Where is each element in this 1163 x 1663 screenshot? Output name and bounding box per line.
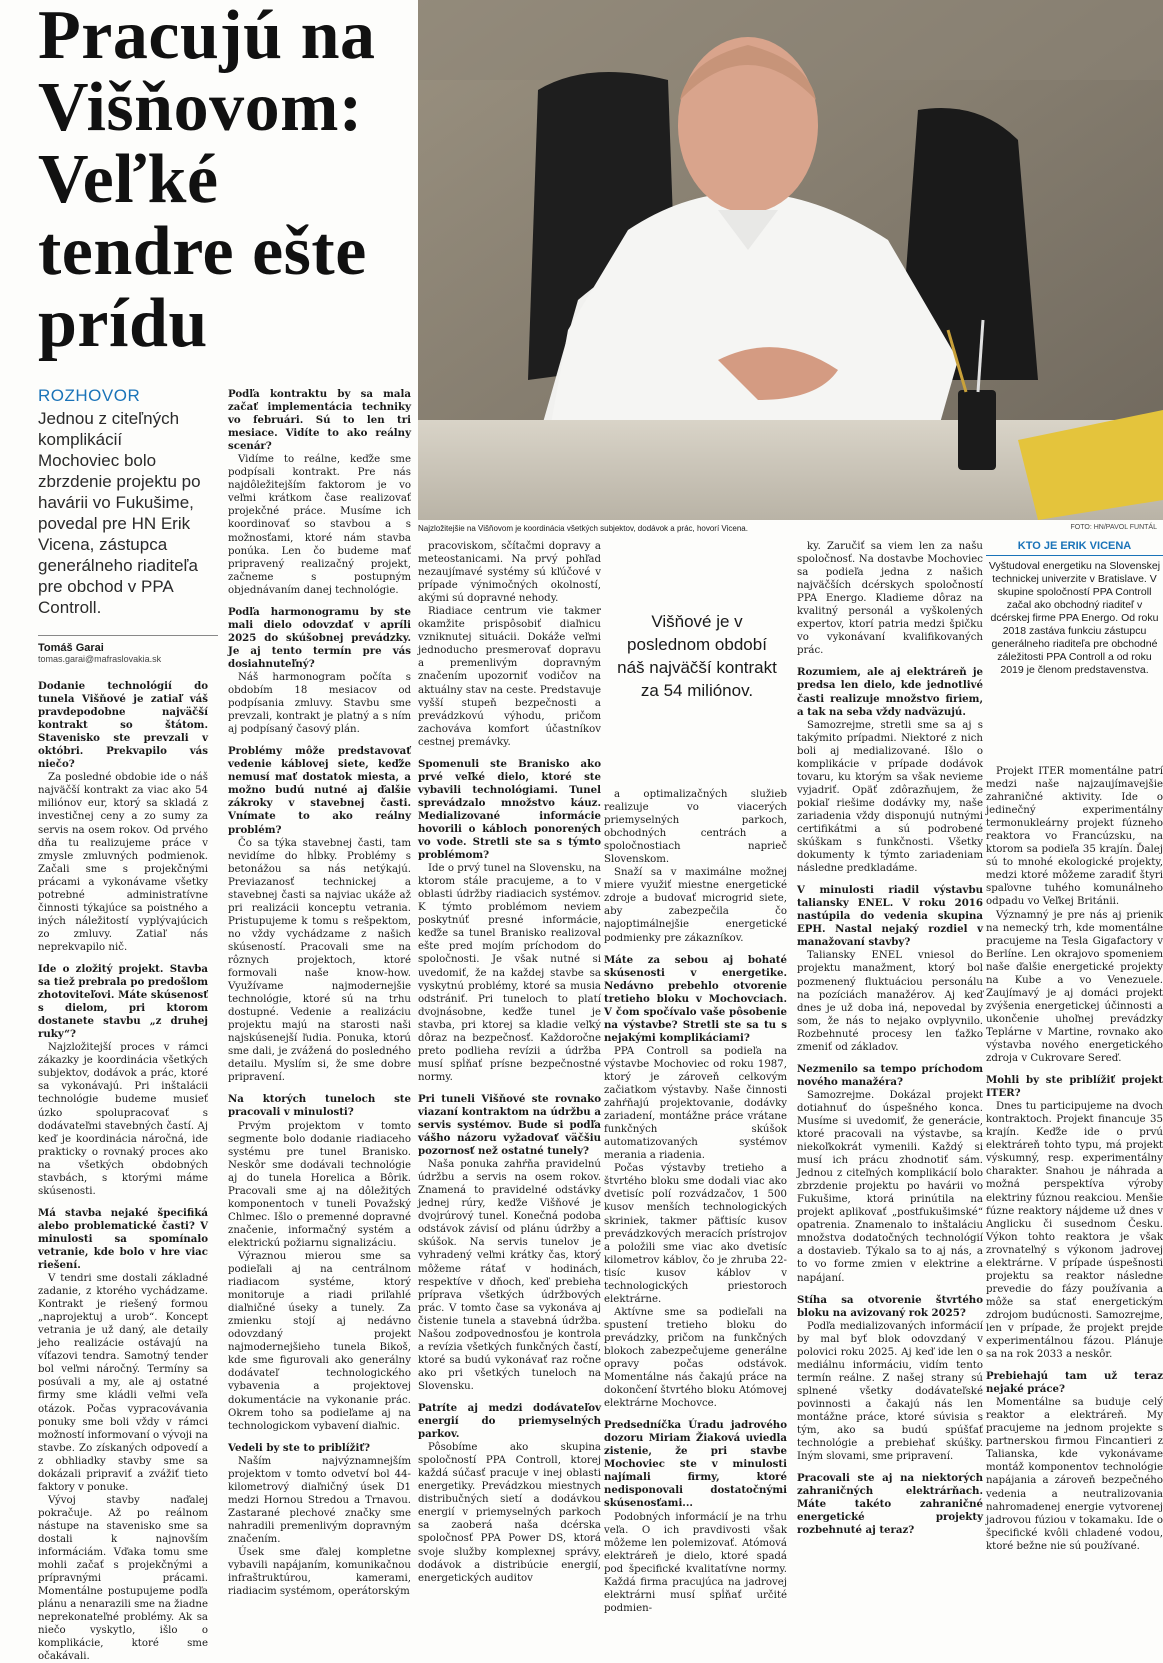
interview-question: Patríte aj medzi dodávateľov energií do priemyselných parkov. bbox=[418, 1402, 601, 1441]
interview-question: Na ktorých tuneloch ste pracovali v minulosti? bbox=[228, 1093, 411, 1119]
interview-answer: Počas výstavby tretieho a štvrtého bloku sme dodali viac ako dvetisíc polí rozvádzačov, 1 500 kusov menších technologických skriniek, takmer päťtisíc kusov prevádzkových meracích prístrojov a položili sme viac ako dvetisíc kilometrov káblov, čo je zhruba 22-tisíc kusov káblov v technologických priestoroch elektrárne. bbox=[604, 1163, 787, 1305]
byline bbox=[38, 635, 218, 664]
interview-answer: Dnes tu participujeme na dvoch kontraktoch. Projekt financuje 35 krajín. Keďže ide o prvú elektráreň tohto typu, má projekt výskumný, resp. experimentálny charakter. Snahou je náhrada a možná perspektíva výroby elektriny fúznou reakciou. Menšie fúzne reaktory nájdeme už dnes v Anglicku či susednom Česku. Výkon tohto reaktora je však zrovnateľný s výkonom jadrovej elektrárne. V prípade úspešnosti projektu sa reaktor následne prevedie do fázy používania a môže sa stať energetickým zdrojom budúcnosti. Samozrejme, len v prípade, že projekt prejde experimentálnou fázou. Plánuje sa na rok 2033 a neskôr. bbox=[986, 1101, 1163, 1361]
lead-paragraph: Jednou z citeľných komplikácií Mochoviec bolo zbrzdenie projektu po havárii vo Fukušime, povedal pre HN Erik Vicena, zástupca generálneho riaditeľa pre obchod v PPA Controll. bbox=[38, 409, 201, 617]
interview-question: Dodanie technológií do tunela Višňové je zatiaľ váš pravdepodobne najväčší kontrakt so štátom. Stavenisko ste prevzali v októbri. Prekvapilo vás niečo? bbox=[38, 680, 208, 771]
column-1 bbox=[38, 680, 209, 1663]
interview-answer: Taliansky ENEL vniesol do projektu manažment, ktorý bol pozmenený fluktuáciou personálu na pozíciách manažérov. Aj keď dnes je už doba iná, nepovedal by som, že nás to nejako ovplyvnilo. Rozbehnuté procesy len ťažko zmeniť od základov. bbox=[797, 950, 983, 1053]
column-2 bbox=[228, 388, 411, 1655]
interview-answer: Pôsobíme ako skupina spoločností PPA Controll, ktorej každá súčasť pracuje v inej oblasti energetiky. Prevádzkou miestnych distribučných sietí a dodávkou energií v priemyselných parkoch sa zaoberá naša dcérska spoločnosť PPA Power DS, ktorá svoje služby komplexnej správy, dodávok a distribúcie energií, energetických auditov bbox=[418, 1442, 601, 1584]
interview-answer: Za posledné obdobie ide o náš najväčší kontrakt za viac ako 54 miliónov eur, ktorý sa skladá z investičnej ceny a zo sumy za servis na osem rokov. Od prvého dňa tu realizujeme práce v zmysle zmluvných podmienok. Začali sme s projekčnými prácami a vykonávame všetky potrebné administratívne činnosti týkajúce sa poistného a iných náležitostí vyplývajúcich zo zmluvy. Zatiaľ nás neprekvapilo nič. bbox=[38, 772, 208, 953]
interview-answer: Ide o prvý tunel na Slovensku, na ktorom stále pracujeme, a to v oblasti údržby riadiacich systémov. K týmto problémom neviem poskytnúť presné informácie, keďže sa tunel Branisko realizoval ešte pred mojím príchodom do spoločnosti. Je však nutné si uvedomiť, že na každej stavbe sa vyskytnú problémy, ktoré sa musia odstrániť. Pri tuneloch to platí dvojnásobne, keďže tunel je stavba, pri ktorej sa kladie veľký dôraz na bezpečnosť. Každoročne preto podlieha revízii a údržba musí spĺňať prísne bezpečnostné normy. bbox=[418, 863, 601, 1083]
interview-answer: PPA Controll sa podieľa na výstavbe Mochoviec od roku 1987, ktorý je zároveň celkovým začiatkom výstavby. Naše činnosti zahŕňajú projektovanie, dodávky zariadení, montážne práce vrátane funkčných skúšok automatizovaných systémov merania a riadenia. bbox=[604, 1045, 787, 1162]
interview-answer: Riadiace centrum vie takmer okamžite prispôsobiť diaľnicu vzniknutej situácii. Dokáže veľmi jednoducho presmerovať dopravu a premenlivým dopravným značením upozorniť vodičov na aktuálny stav na ceste. Predstavuje vyšší stupeň bezpečnosti a prevádzkovú výhodu, pričom zachováva komfort účastníkov cestnej premávky. bbox=[418, 606, 601, 748]
interview-answer: Snaží sa v maximálne možnej miere využiť miestne energetické zdroje a budovať microgrid siete, aby zabezpečila čo najoptimálnejšie energetické podmienky pre zákazníkov. bbox=[604, 867, 787, 944]
photo-credit: FOTO: HN/PAVOL FUNTÁL bbox=[1070, 524, 1157, 531]
interview-question: Ide o zložitý projekt. Stavba sa tiež prebrala po predošlom zhotoviteľovi. Máte skúsenosť s dielom, pri ktorom dostanete stavbu „z druhej ruky“? bbox=[38, 962, 208, 1041]
interview-question: Vedeli by ste to priblížiť? bbox=[228, 1441, 371, 1454]
interview-answer: Najzložitejší proces v rámci zákazky je koordinácia všetkých subjektov, dodávok a prác, ktoré sa vykonávajú. Pri inštalácii technológie budeme musieť úzko spolupracovať s dodávateľmi stavebných častí. Aj keď je koordinácia náročná, ide prakticky o rovnaký proces ako na všetkých obdobných stavbách, s ktorými máme skúsenosti. bbox=[38, 1042, 208, 1197]
interview-question: Predsedníčka Úradu jadrového dozoru Miriam Žiaková uviedla zistenie, že pri stavbe Mochoviec ste v minulosti najímali firmy, ktoré nedisponovali dostatočnými skúsenosťami... bbox=[604, 1419, 787, 1510]
interview-answer: Prvým projektom v tomto segmente bolo dodanie riadiaceho systému pre tunel Branisko. Neskôr sme dodávali technológie aj do tunela Horelica a Bôrik. Pracovali sme aj na dôležitých komponentoch v tuneli Považský Chlmec. Išlo o premenné dopravné značenie, informačný systém a elektrickú požiarnu signalizáciu. bbox=[228, 1120, 411, 1249]
interview-answer: ky. Zaručiť sa viem len za našu spoločnosť. Na dostavbe Mochoviec sa podieľa jedna z našich najväčších dcérskych spoločností PPA Energo. Kladieme dôraz na kvalitný personál a vyškolených expertov, ktorí patria medzi špičku vo vykonávaní kvalifikovaných prác. bbox=[797, 541, 983, 657]
interview-question: Mohli by ste priblížiť projekt ITER? bbox=[986, 1074, 1163, 1100]
interview-question: V minulosti riadil výstavbu taliansky ENEL. V roku 2016 nastúpila do vedenia skupina EPH. Nastal nejaký rozdiel v manažovaní stavby? bbox=[797, 884, 983, 949]
interview-answer: V tendri sme dostali základné zadanie, z ktorého vychádzame. Kontrakt je riešený formou „naprojektuj a urob“. Koncept vetrania je už daný, ale detaily jeho realizácie ostávajú na víťazovi tendra. Samotný tender bol veľmi náročný. Termíny sa posúvali a my, ale aj ostatné firmy sme kládli veľmi veľa otázok. Počas vypracovávania ponuky sme boli vždy v rámci možností informovaní o vývoji na stavbe. Zo získaných odpovedí a z obhliadky stavby sme sa dokázali pripraviť a zvážiť tieto faktory v ponuke. bbox=[38, 1273, 209, 1493]
bio-infobox bbox=[986, 540, 1163, 677]
portrait-illustration bbox=[418, 0, 1163, 520]
infobox-body: Vyštudoval energetiku na Slovenskej technickej univerzite v Bratislave. V skupine spoločností PPA Controll začal ako obchodný riaditeľ v dcérskej firme PPA Energo. Od roku 2018 zastáva funkciu zástupcu generálneho riaditeľa pre obchodné záležitosti PPA Controll a od roku 2019 je členom predstavenstva. bbox=[988, 560, 1161, 676]
interview-question: Má stavba nejaké špecifiká alebo problematické časti? V minulosti sa spomínalo vetranie, kde bolo v hre viac riešení. bbox=[38, 1206, 208, 1272]
caption-text: Najzložitejšie na Višňovom je koordinácia všetkých subjektov, dodávok a prác, hovorí Vicena. bbox=[418, 524, 748, 533]
interview-answer: Podobných informácií je na trhu veľa. O ich pravdivosti však môžeme len polemizovať. Atómová elektráreň je dielo, ktoré spadá pod špecifické kvalitatívne normy. Každá firma pracujúca na jadrovej elektrárni musí spĺňať určité podmien- bbox=[604, 1511, 787, 1614]
interview-answer: Podľa medializovaných informácií by mal byť blok odovzdaný v polovici roku 2025. Aj keď ide len o mediálnu informáciu, vidím tento termín reálne. Z našej strany sú splnené všetky dodávateľské povinnosti a čakajú nás len montážne práce, ktoré súvisia s tým, ako sa budú spúšťať technológie a prebiehať skúšky. Iným slovami, sme pripravení. bbox=[797, 1320, 983, 1463]
interview-answer: Náš harmonogram počíta s obdobím 18 mesiacov od podpísania zmluvy. Stavbu sme prevzali, kontrakt je platný a s ním aj podpísaný časový plán. bbox=[228, 671, 411, 736]
interview-question: Máte za sebou aj bohaté skúsenosti v energetike. Nedávno prebehlo otvorenie tretieho bloku v Mochovciach. V čom spočívalo vaše pôsobenie na výstavbe? Stretli ste sa tu s nejakými komplikáciami? bbox=[604, 953, 787, 1044]
interview-answer: Momentálne sa buduje celý reaktor a elektráreň. My pracujeme na jednom projekte s partnerskou firmou Fincantieri z Talianska, kde vykonávame montáž komponentov technológie napájania a zároveň bezpečného vedenia a neutralizovania nahromadenej energie vytvorenej jadrovou fúziou v tokamaku. Ide o špecifické kvôli chladené vodou, ktoré bežne nie sú používané. bbox=[986, 1397, 1163, 1552]
interview-question: Rozumiem, ale aj elektráreň je predsa len dielo, kde jednotlivé časti realizuje množstvo firiem, a tak na seba vždy nadväzujú. bbox=[797, 666, 983, 718]
column-3 bbox=[418, 540, 601, 1655]
interview-question: Pracovali ste aj na niektorých zahraničných elektrárňach. Máte takéto zahraničné energetické projekty rozbehnuté aj teraz? bbox=[797, 1472, 983, 1537]
portrait-photo bbox=[418, 0, 1163, 520]
author-email[interactable]: tomas.garai@mafraslovakia.sk bbox=[38, 654, 162, 664]
interview-answer: Samozrejme. Dokázal projekt dotiahnuť do úspešného konca. Musíme si uvedomiť, že generácie, ktoré pracovali na výstavbe, sa niekoľkokrát vymenili. Každý si musí ich prácu zhodnotiť sám. Jednou z citeľných komplikácií bolo zbrzdenie projektu po havárii vo Fukušime, ktorá prinútila na projekt aplikovať „postfukušimské“ opatrenia. Znamenalo to inštaláciu množstva dodatočných technológií a dostavieb. Týkalo sa to aj nás, a to vo forme zmien v elektrine a napájaní. bbox=[797, 1089, 983, 1284]
interview-answer: Významný je pre nás aj prienik na nemecký trh, kde momentálne pracujeme na Tesla Gigafactory v Berlíne. Len okrajovo spomeniem naše ďalšie energetické projekty na Kube a vo Venezuele. Zaujímavý je aj domáci projekt zvýšenia energetickej účinnosti a ukončenie uhoľnej prevádzky Teplárne v Martine, rovnako ako výstavba nového energetického zdroja v Cukrovare Sereď. bbox=[986, 909, 1163, 1065]
interview-question: Podľa kontraktu by sa mala začať implementácia techniky vo februári. Sú to len tri mesiace. Vidíte to ako reálny scenár? bbox=[228, 388, 411, 453]
interview-answer: Úsek sme ďalej kompletne vybavili napájaním, komunikačnou infraštruktúrou, kamerami, riadiacim systémom, operátorským bbox=[228, 1547, 411, 1598]
column-6 bbox=[986, 765, 1163, 1655]
interview-answer: Výraznou mierou sme sa podieľali aj na centrálnom riadiacom systéme, ktorý monitoruje a riadi priľahlé diaľničné úseky a tunely. Za zmienku stojí aj nedávno odovzdaný projekt najmodernejšieho tunela Bikoš, kde sme figurovali ako generálny dodávateľ technologického vybavenia a projektovej dokumentácie na vykonanie prác. Okrem toho sa podieľame aj na technologickom vybavení diaľnic. bbox=[228, 1251, 411, 1432]
interview-answer: Vidíme to reálne, keďže sme podpísali kontrakt. Pre nás najdôležitejším faktorom je vo veľmi krátkom čase realizovať projekčné práce. Musíme ich koordinovať so stavbou a s možnosťami, ktoré nám stavba ponúka. Len čo budeme mať pripravený realizačný projekt, začneme s postupným objednávaním danej technológie. bbox=[228, 454, 411, 596]
interview-answer: Čo sa týka stavebnej časti, tam nevidíme do hĺbky. Problémy s betonážou sa nás netýkajú. Previazanosť technickej a stavebnej časti sa najviac ukáže až pri realizácii konceptu vetrania. Pristupujeme k tomu s rešpektom, no vždy vychádzame z našich skúseností. Pracovali sme na rôznych projektoch, ktoré formovali naše know-how. Využívame najmodernejšie technológie, ktoré sú na trhu dostupné. Vedenie a realizáciu projektu majú na starosti naši najskúsenejší ľudia. Ponuka, ktorú sme dali, je zvážená do posledného detailu. Myslím si, že sme dobre pripravení. bbox=[228, 837, 411, 1084]
interview-question: Nezmenilo sa tempo príchodom nového manažéra? bbox=[797, 1062, 983, 1088]
author-name: Tomáš Garai bbox=[38, 642, 104, 654]
column-4 bbox=[604, 788, 787, 1655]
section-kicker: ROZHOVOR bbox=[38, 386, 141, 405]
headline: Pracujú na Višňovom: Veľké tendre ešte prídu bbox=[38, 0, 376, 362]
interview-answer: Vývoj stavby naďalej pokračuje. Až po reálnom nástupe na stavenisko sme sa dostali k najnovším informáciám. Vďaka tomu sme mohli začať s projekčnými a prípravnými prácami. Momentálne postupujeme podľa plánu a nenarazili sme na žiadne neprekonateľné problémy. Ak sa niečo vyskytlo, išlo o komplikácie, ktoré sme očakávali. bbox=[38, 1494, 208, 1663]
interview-question: Pri tuneli Višňové ste rovnako viazaní kontraktom na údržbu a servis systémov. Bude si podľa vášho názoru vyžadovať väčšiu pozornosť než ostatné tunely? bbox=[418, 1092, 601, 1158]
interview-answer: Naším najvýznamnejším projektom v tomto odvetví bol 44-kilometrový diaľničný úsek D1 medzi Hornou Stredou a Trnavou. Zastarané plechové značky sme nahradili premenlivým dopravným značením. bbox=[228, 1455, 411, 1545]
interview-question: Stíha sa otvorenie štvrtého bloku na avizovaný rok 2025? bbox=[797, 1293, 983, 1319]
interview-question: Spomenuli ste Branisko ako prvé veľké dielo, ktoré ste vybavili technológiami. Tunel sprevádzalo množstvo káuz. Medializované informácie hovorili o kábloch ponorených vo vode. Stretli ste sa s týmto problémom? bbox=[418, 757, 601, 862]
interview-question: Prebiehajú tam už teraz nejaké práce? bbox=[986, 1370, 1163, 1396]
interview-answer: Naša ponuka zahŕňa pravidelnú údržbu a servis na osem rokov. Znamená to pravidelné odstávky jednej rúry, keďže Višňové je dvojrúrový tunel. Konečná podoba odstávok závisí od plánu údržby a skúšok. Na servis tunelov je vyhradený veľmi krátky čas, ktorý môžeme rátať v hodinách, respektíve v dňoch, keď prebieha príprava všetkých údržbových prác. V tomto čase sa vykonáva aj čistenie tunela a stavebná údržba. Našou zodpovednosťou je kontrola a revízia všetkých funkčných častí, ktoré sa budú vykonávať raz ročne ako pri všetkých tuneloch na Slovensku. bbox=[418, 1159, 601, 1392]
infobox-title: KTO JE ERIK VICENA bbox=[986, 540, 1163, 556]
photo-caption bbox=[418, 524, 1163, 533]
interview-answer: pracoviskom, sčítačmi dopravy a meteostanicami. Na prvý pohľad nezaujímavé systémy sú kľúčové v prípade výnimočných okolností, akými sú dopravné nehody. bbox=[418, 541, 601, 605]
interview-answer: a optimalizačných služieb realizuje vo viacerých priemyselných parkoch, obchodných centrách a spoločnostiach naprieč Slovenskom. bbox=[604, 789, 787, 866]
column-5 bbox=[797, 540, 983, 1655]
interview-answer: Samozrejme, stretli sme sa aj s takýmito prípadmi. Niektoré z nich boli aj medializované. Išlo o komplikácie v prípade dodávok tovaru, ku ktorým sa však nevieme vyjadriť. Opäť zdôrazňujem, že pokiaľ riešime dodávky my, naše zariadenia vždy disponujú nutnými certifikátmi a sú podrobené skúškam s funkčnosti. Všetky dokumenty k týmto zariadeniam následne predkladáme. bbox=[797, 719, 983, 875]
interview-question: Podľa harmonogramu by ste mali dielo odovzdať v apríli 2025 do skúšobnej prevádzky. Je aj tento termín pre vás dosiahnuteľný? bbox=[228, 605, 411, 670]
interview-question: Problémy môže predstavovať vedenie káblovej siete, keďže nemusí mať dostatok miesta, a možno budú nutné aj ďalšie zákroky v stavebnej časti. Vnímate to ako reálny problém? bbox=[228, 745, 411, 836]
interview-answer: Aktívne sme sa podieľali na spustení tretieho bloku do prevádzky, pričom na funkčných blokoch zabezpečujeme generálne opravy počas odstávok. Momentálne nás čakajú práce na dokončení štvrtého bloku Atómovej elektrárne Mochovce. bbox=[604, 1306, 787, 1410]
interview-answer: Projekt ITER momentálne patrí medzi naše najzaujímavejšie zahraničné aktivity. Ide o jedinečný experimentálny termonukleárny projekt fúzneho reaktora vo Francúzsku, na ktorom sa podieľa 35 krajín. Ďalej sú to mnohé ekologické projekty, medzi ktoré môžeme zaradiť štyri spaľovne tuhého komunálneho odpadu vo Veľkej Británii. bbox=[986, 766, 1163, 908]
pull-quote: Višňové je v poslednom období náš najväčší kontrakt za 54 miliónov. bbox=[617, 612, 777, 700]
